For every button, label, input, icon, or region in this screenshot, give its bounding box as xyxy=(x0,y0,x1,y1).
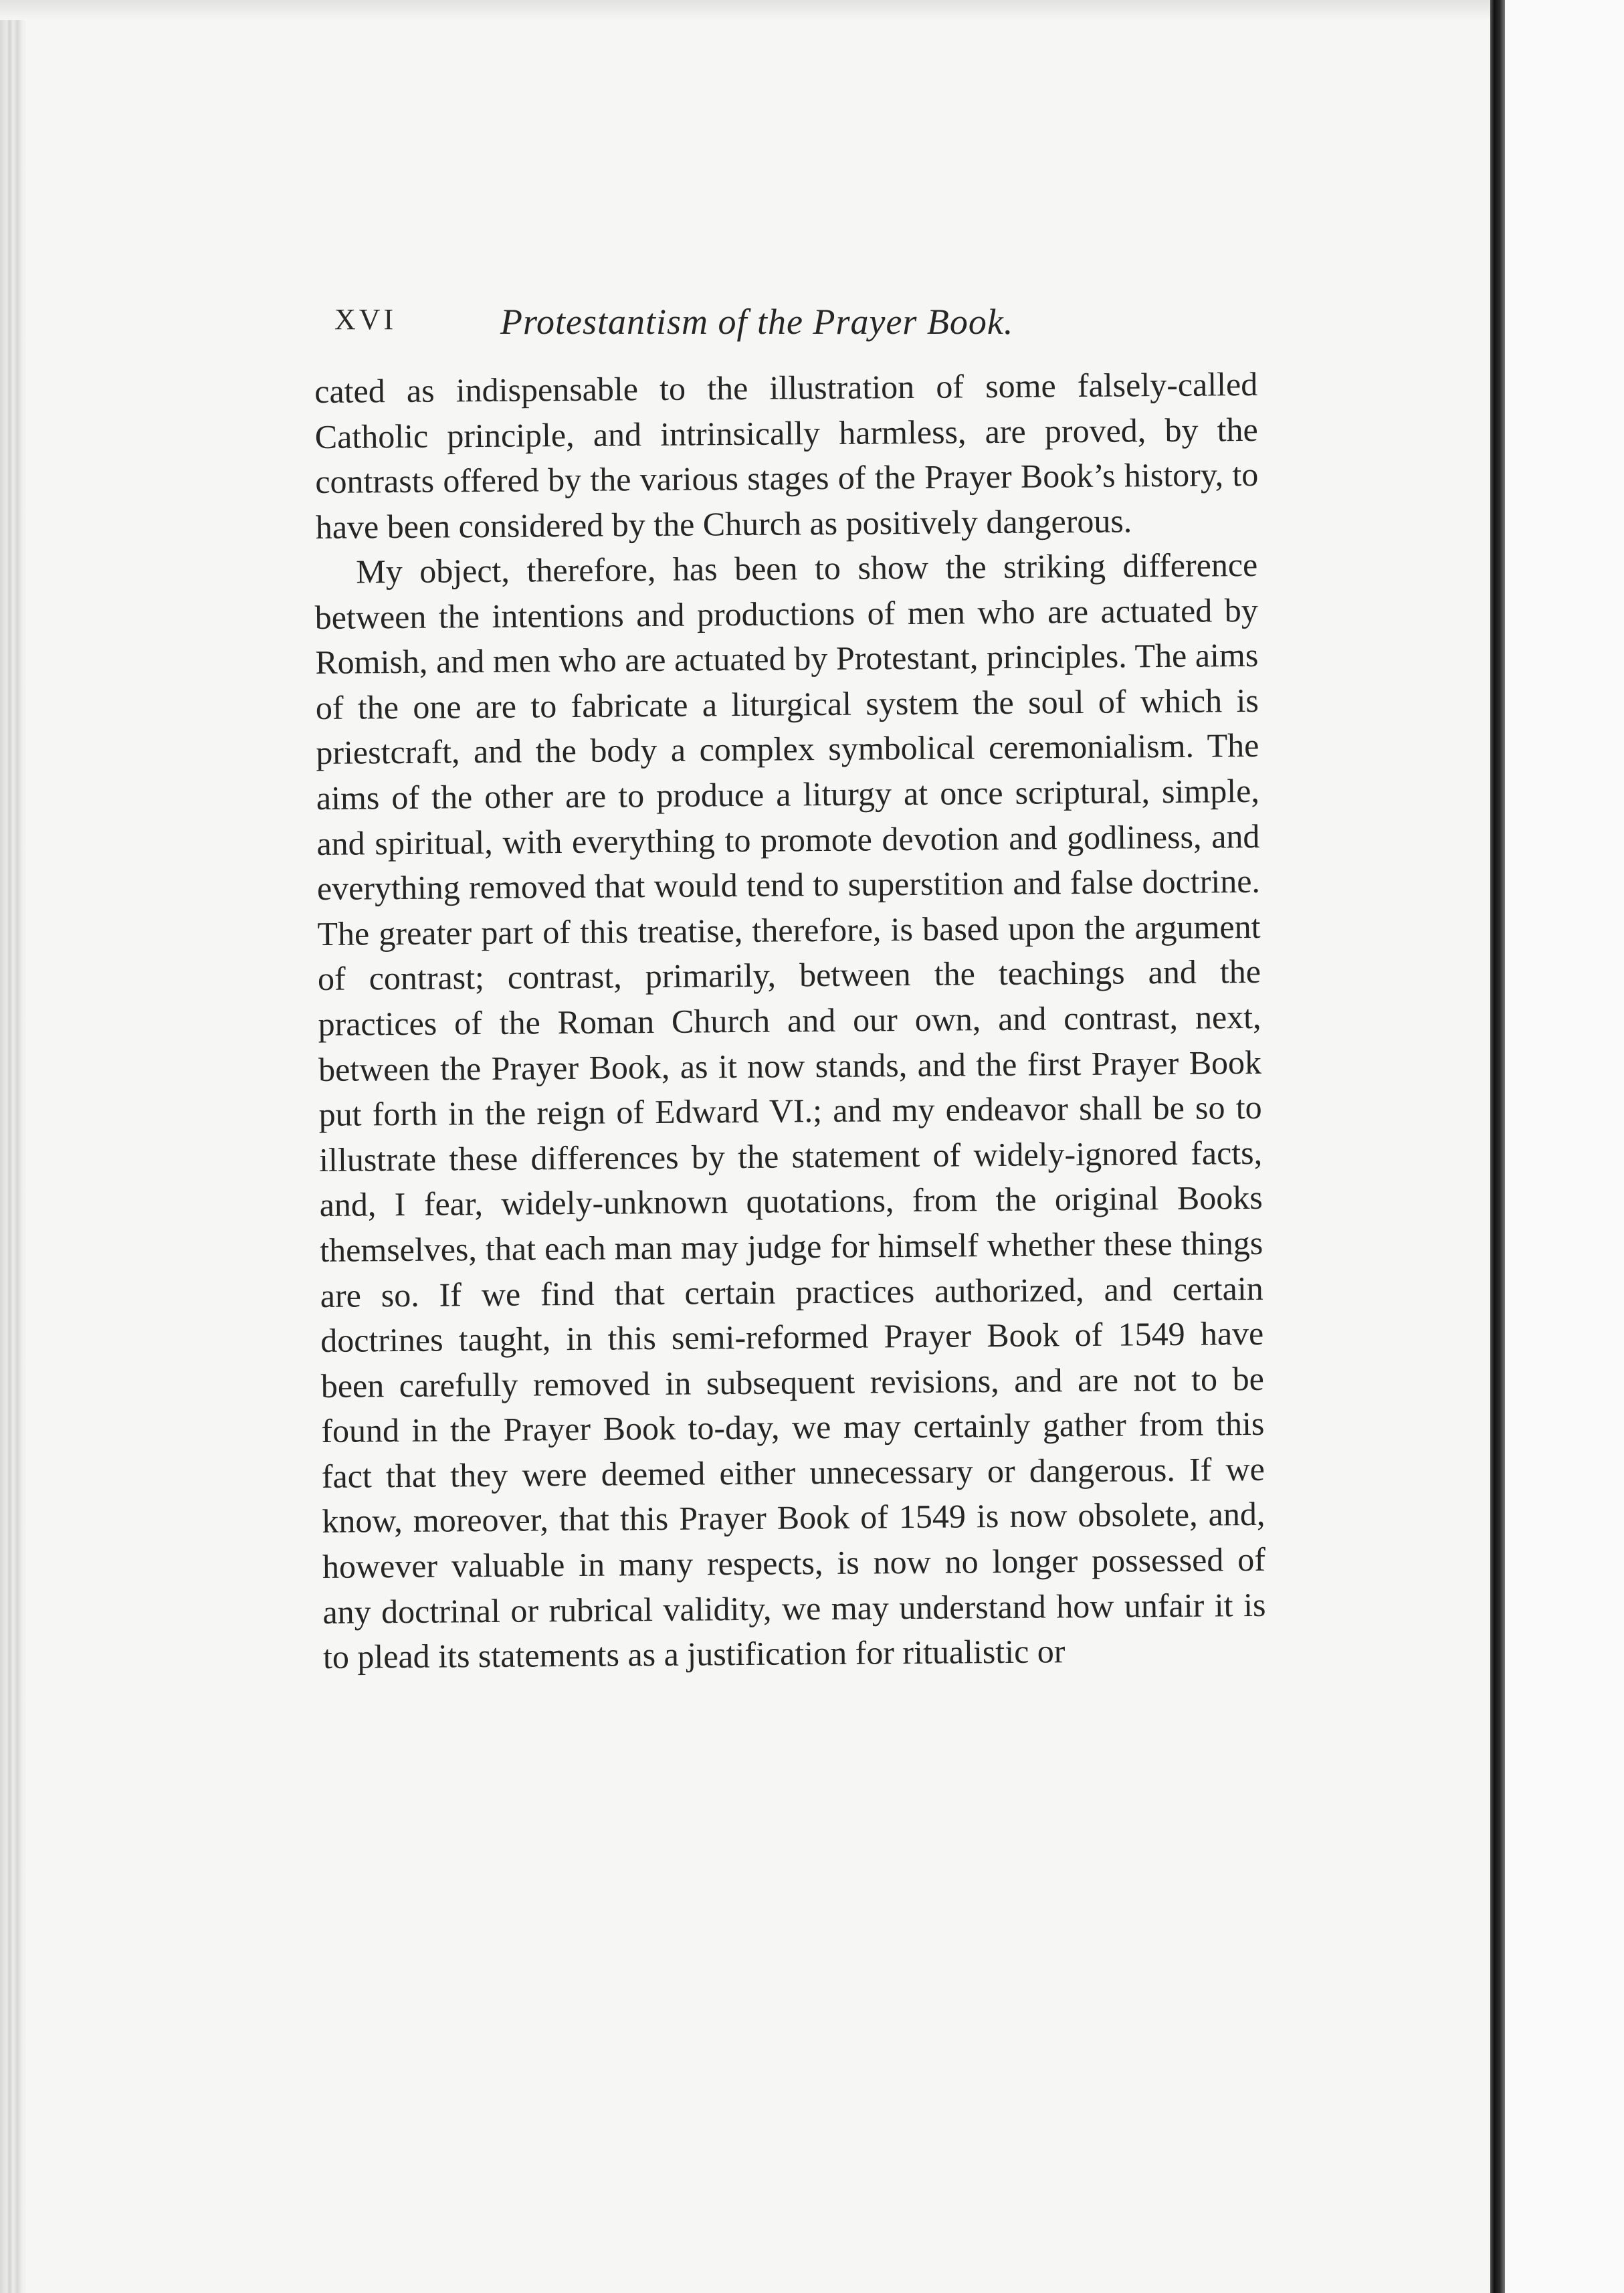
page-header xyxy=(334,301,1110,355)
paragraph-main: My object, therefore, has been to show the striking difference between the intentions and productions of men who are actuated by Romish, and men who are actuated by Protestant, principles. The aims of the one are to fabricate a liturgical system the soul of which is priestcraft, and the body a complex symbolical ceremonialism. The aims of the other are to produce a liturgy at once scriptural, simple, and spiritual, with everything to promote devotion and godliness, and everything removed that would tend to superstition and false doctrine. The greater part of this treatise, therefore, is based upon the argument of contrast; contrast, primarily, between the teachings and the practices of the Roman Church and our own, and contrast, next, between the Prayer Book, as it now stands, and the first Prayer Book put forth in the reign of Edward VI.; and my endeavor shall be so to illustrate these differences by the statement of widely-ignored facts, and, I fear, widely-unknown quotations, from the original Books themselves, that each man may judge for himself whether these things are so. If we find that certain practices authorized, and certain doctrines taught, in this semi-reformed Prayer Book of 1549 have been carefully removed in subsequent revisions, and are not to be found in the Prayer Book to-day, we may certainly gather from this fact that they were deemed either unnecessary or dangerous. If we know, moreover, that this Prayer Book of 1549 is now obsolete, and, however valuable in many respects, is now no longer possessed of any doctrinal or rubrical validity, we may understand how unfair it is to plead its statements as a justification for ritualistic or xyxy=(314,546,1266,1676)
top-shadow xyxy=(0,0,1624,20)
page-stack-edge xyxy=(0,0,25,2293)
paragraph-continuation: cated as indispensable to the illustration of some falsely-called Catholic principle, and intrinsically harmless, are proved, by the contrasts offered by the various stages of the Prayer Book’s history, to have been considered by the Church as positively dangerous. xyxy=(314,365,1259,546)
page-number: XVI xyxy=(334,303,397,336)
body-text xyxy=(314,365,1266,1680)
running-title: Protestantism of the Prayer Book. xyxy=(500,302,1014,342)
binding-gutter xyxy=(1490,0,1505,2293)
facing-page-edge xyxy=(1505,0,1624,2293)
